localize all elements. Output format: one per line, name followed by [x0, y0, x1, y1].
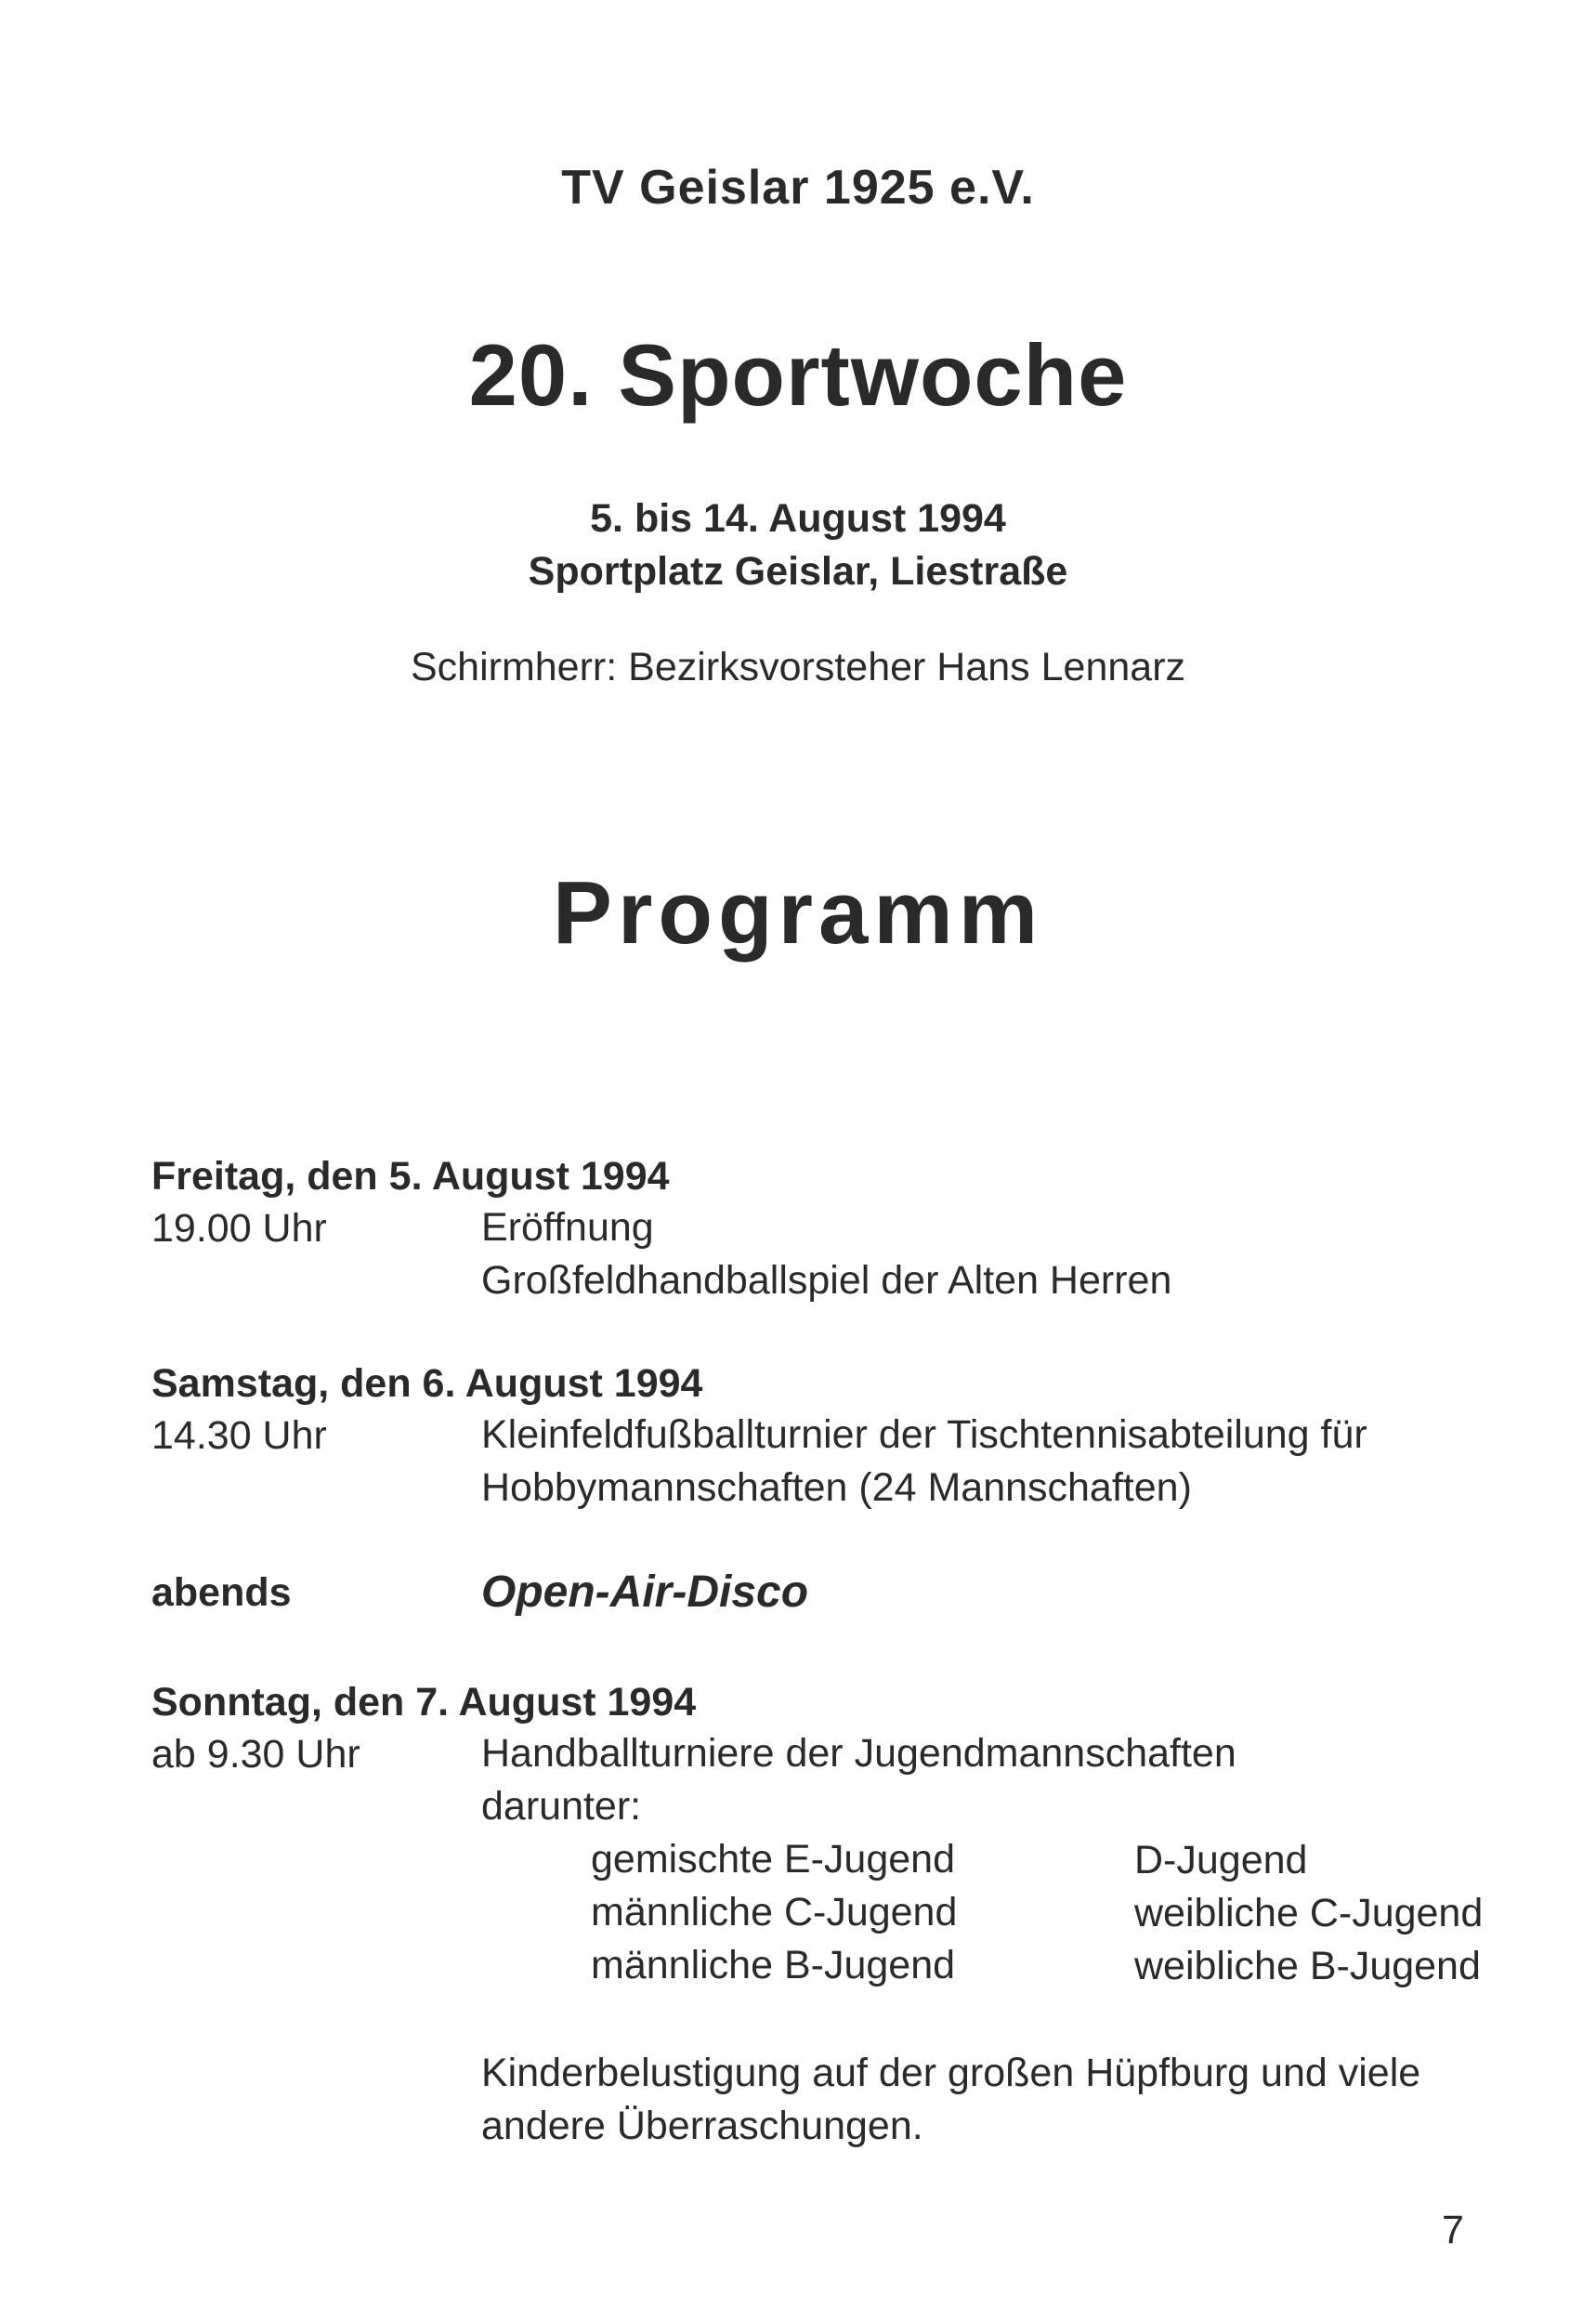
youth-group: D-Jugend [1134, 1838, 1308, 1882]
programm-heading: Programm [552, 863, 1044, 963]
patron-line: Schirmherr: Bezirksvorsteher Hans Lennarz [410, 645, 1186, 689]
event-dates-venue [0, 492, 1596, 598]
page-number: 7 [1442, 2208, 1464, 2252]
day-heading-friday: Freitag, den 5. August 1994 [151, 1154, 670, 1199]
youth-group: männliche B-Jugend [591, 1943, 956, 1987]
events-saturday [481, 1409, 1367, 1515]
event-title: 20. Sportwoche [468, 326, 1128, 424]
youth-group: weibliche B-Jugend [1134, 1944, 1481, 1988]
events-sunday [481, 1727, 1236, 1833]
time-sunday: ab 9.30 Uhr [151, 1732, 360, 1777]
extra-notes [481, 2047, 1420, 2153]
youth-group: gemischte E-Jugend [591, 1837, 955, 1882]
event-line: darunter: [481, 1784, 642, 1829]
youth-groups-left [591, 1833, 957, 1992]
day-heading-saturday: Samstag, den 6. August 1994 [151, 1361, 703, 1406]
evening-label: abends [151, 1570, 292, 1615]
note-line: Kinderbelustigung auf der großen Hüpfburg und viele [481, 2051, 1421, 2095]
time-friday: 19.00 Uhr [151, 1206, 327, 1251]
note-line: andere Überraschungen. [481, 2104, 923, 2148]
event-line: Kleinfeldfußballturnier der Tischtennisabteilung für [481, 1412, 1367, 1457]
event-line: Eröffnung [481, 1205, 654, 1250]
club-name: TV Geislar 1925 e.V. [561, 161, 1035, 215]
event-line: Hobbymannschaften (24 Mannschaften) [481, 1465, 1192, 1510]
event-line: Handballturniere der Jugendmannschaften [481, 1731, 1236, 1776]
day-heading-sunday: Sonntag, den 7. August 1994 [151, 1680, 697, 1724]
event-venue: Sportplatz Geislar, Liestraße [528, 549, 1068, 594]
youth-group: weibliche C-Jugend [1134, 1891, 1484, 1935]
event-line: Großfeldhandballspiel der Alten Herren [481, 1258, 1172, 1303]
youth-groups-right [1134, 1834, 1483, 1993]
event-dates: 5. bis 14. August 1994 [590, 496, 1006, 541]
youth-group: männliche C-Jugend [591, 1890, 958, 1934]
events-friday [481, 1201, 1171, 1307]
open-air-disco: Open-Air-Disco [481, 1567, 809, 1617]
time-saturday: 14.30 Uhr [151, 1413, 327, 1458]
